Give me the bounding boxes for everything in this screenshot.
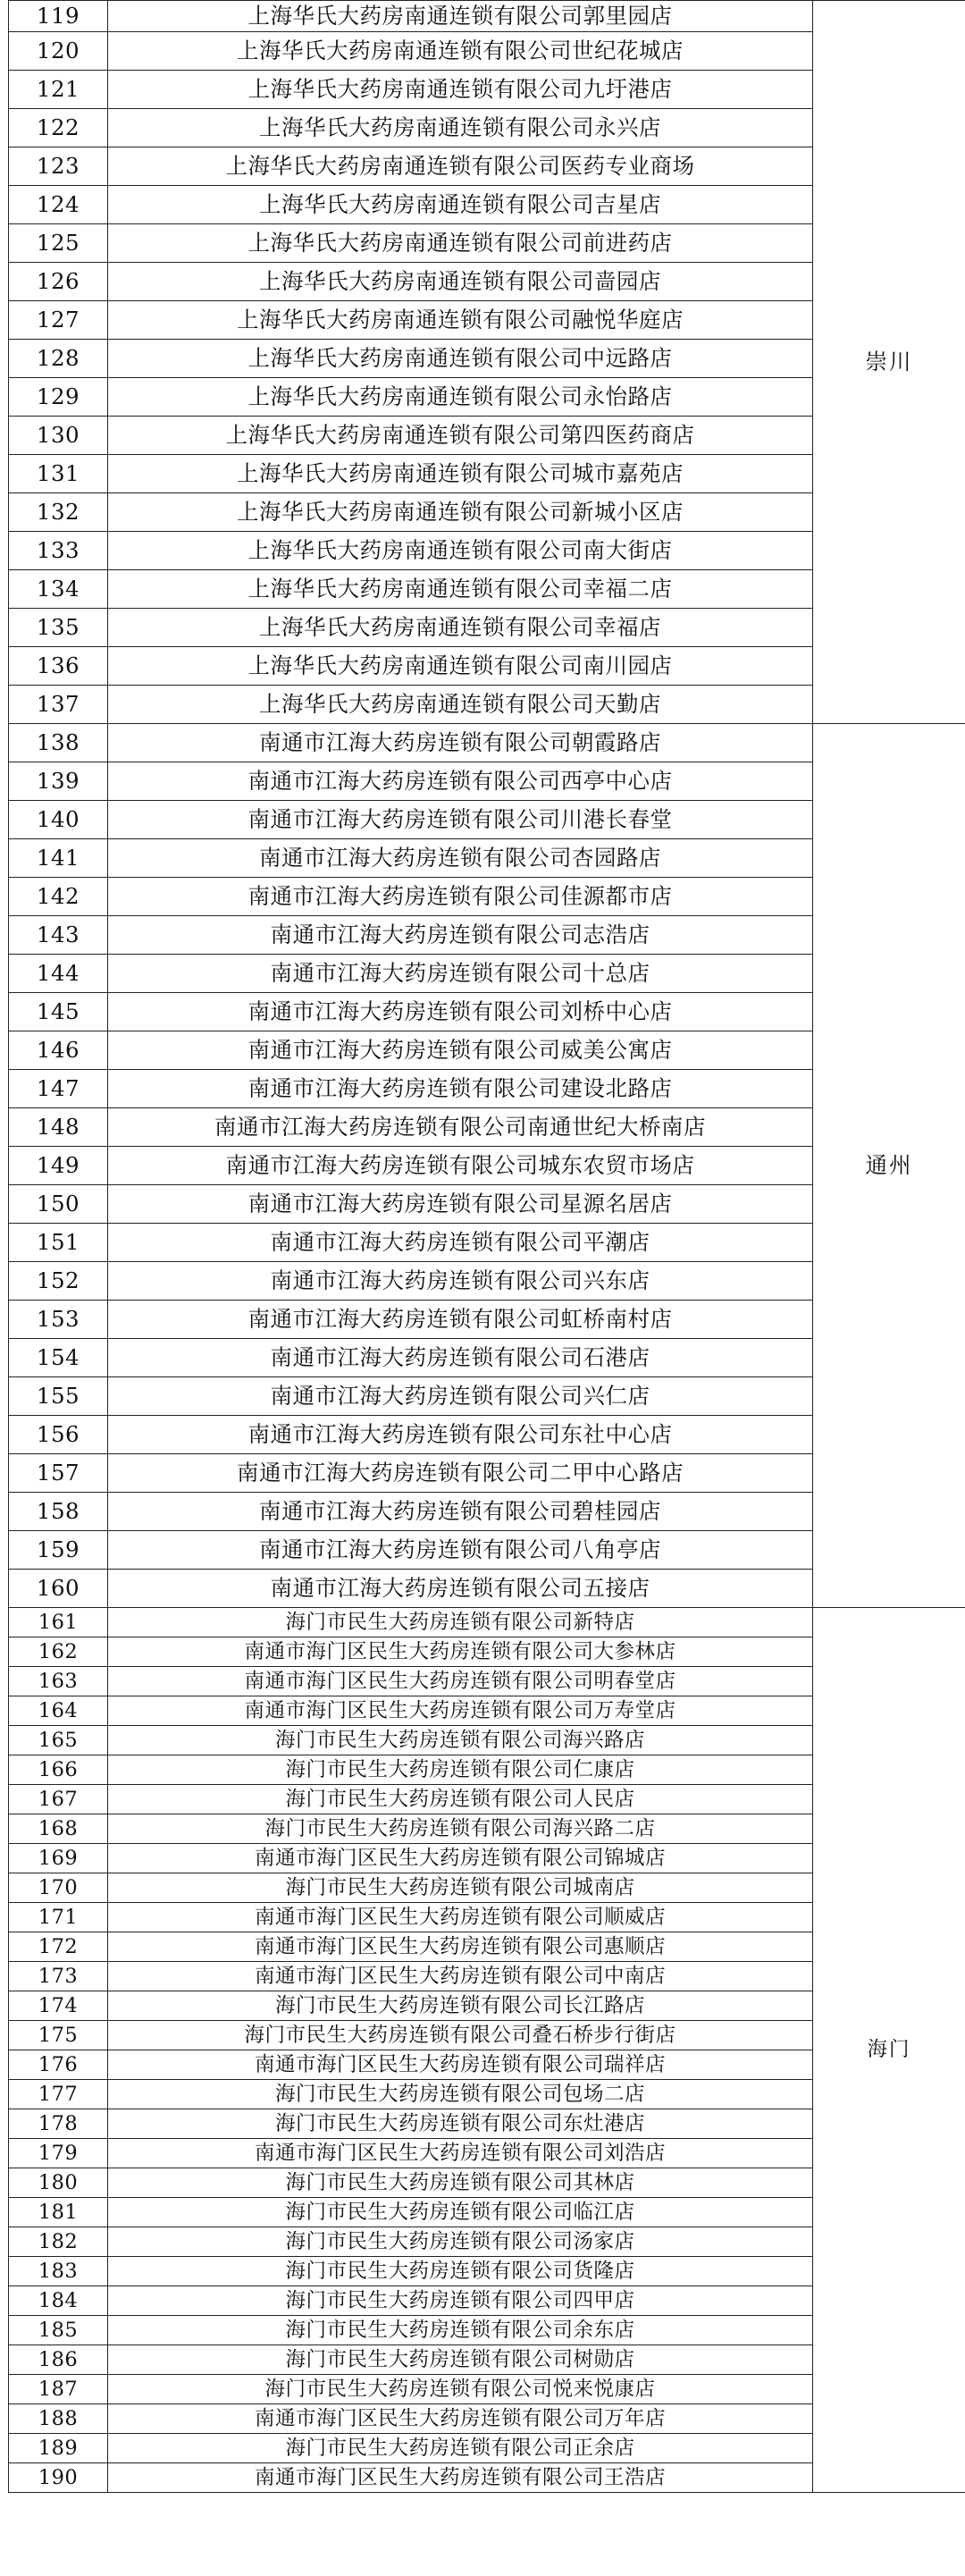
row-number-cell: 177 bbox=[9, 2080, 108, 2109]
row-number-cell: 148 bbox=[9, 1108, 108, 1147]
row-number-cell: 155 bbox=[9, 1377, 108, 1416]
row-number-cell: 174 bbox=[9, 1991, 108, 2021]
table-row bbox=[9, 1608, 965, 1637]
pharmacy-name-cell: 南通市江海大药房连锁有限公司平潮店 bbox=[108, 1224, 813, 1262]
row-number-cell: 165 bbox=[9, 1726, 108, 1755]
pharmacy-name-cell: 海门市民生大药房连锁有限公司树勋店 bbox=[108, 2345, 813, 2375]
pharmacy-name-cell: 上海华氏大药房南通连锁有限公司幸福二店 bbox=[108, 570, 813, 609]
row-number-cell: 185 bbox=[9, 2316, 108, 2345]
row-number-cell: 132 bbox=[9, 493, 108, 532]
pharmacy-name-cell: 南通市江海大药房连锁有限公司八角亭店 bbox=[108, 1531, 813, 1570]
row-number-cell: 156 bbox=[9, 1416, 108, 1454]
row-number-cell: 176 bbox=[9, 2050, 108, 2080]
row-number-cell: 136 bbox=[9, 647, 108, 686]
pharmacy-name-cell: 上海华氏大药房南通连锁有限公司世纪花城店 bbox=[108, 32, 813, 71]
pharmacy-name-cell: 海门市民生大药房连锁有限公司临江店 bbox=[108, 2198, 813, 2227]
row-number-cell: 166 bbox=[9, 1755, 108, 1785]
row-number-cell: 163 bbox=[9, 1667, 108, 1696]
pharmacy-name-cell: 上海华氏大药房南通连锁有限公司吉星店 bbox=[108, 186, 813, 224]
pharmacy-name-cell: 上海华氏大药房南通连锁有限公司郭里园店 bbox=[108, 1, 813, 32]
row-number-cell: 144 bbox=[9, 955, 108, 993]
pharmacy-name-cell: 南通市海门区民生大药房连锁有限公司王浩店 bbox=[108, 2463, 813, 2493]
pharmacy-name-cell: 南通市江海大药房连锁有限公司杏园路店 bbox=[108, 839, 813, 878]
row-number-cell: 183 bbox=[9, 2257, 108, 2286]
pharmacy-name-cell: 南通市江海大药房连锁有限公司刘桥中心店 bbox=[108, 993, 813, 1031]
pharmacy-name-cell: 海门市民生大药房连锁有限公司余东店 bbox=[108, 2316, 813, 2345]
pharmacy-name-cell: 南通市海门区民生大药房连锁有限公司顺威店 bbox=[108, 1903, 813, 1932]
row-number-cell: 145 bbox=[9, 993, 108, 1031]
row-number-cell: 128 bbox=[9, 340, 108, 378]
pharmacy-name-cell: 南通市江海大药房连锁有限公司兴仁店 bbox=[108, 1377, 813, 1416]
pharmacy-name-cell: 南通市海门区民生大药房连锁有限公司明春堂店 bbox=[108, 1667, 813, 1696]
row-number-cell: 131 bbox=[9, 455, 108, 493]
pharmacy-name-cell: 海门市民生大药房连锁有限公司叠石桥步行街店 bbox=[108, 2021, 813, 2050]
row-number-cell: 179 bbox=[9, 2139, 108, 2168]
pharmacy-name-cell: 南通市海门区民生大药房连锁有限公司瑞祥店 bbox=[108, 2050, 813, 2080]
pharmacy-name-cell: 南通市江海大药房连锁有限公司志浩店 bbox=[108, 916, 813, 955]
pharmacy-table-body bbox=[9, 1, 965, 2493]
pharmacy-table bbox=[8, 0, 965, 2493]
row-number-cell: 135 bbox=[9, 609, 108, 647]
row-number-cell: 168 bbox=[9, 1814, 108, 1844]
row-number-cell: 189 bbox=[9, 2434, 108, 2463]
pharmacy-name-cell: 上海华氏大药房南通连锁有限公司九圩港店 bbox=[108, 71, 813, 109]
pharmacy-name-cell: 南通市江海大药房连锁有限公司建设北路店 bbox=[108, 1070, 813, 1108]
row-number-cell: 175 bbox=[9, 2021, 108, 2050]
row-number-cell: 171 bbox=[9, 1903, 108, 1932]
pharmacy-name-cell: 上海华氏大药房南通连锁有限公司前进药店 bbox=[108, 224, 813, 263]
pharmacy-name-cell: 海门市民生大药房连锁有限公司正余店 bbox=[108, 2434, 813, 2463]
row-number-cell: 157 bbox=[9, 1454, 108, 1493]
row-number-cell: 172 bbox=[9, 1932, 108, 1962]
pharmacy-name-cell: 南通市江海大药房连锁有限公司石港店 bbox=[108, 1339, 813, 1377]
pharmacy-name-cell: 上海华氏大药房南通连锁有限公司融悦华庭店 bbox=[108, 301, 813, 340]
row-number-cell: 127 bbox=[9, 301, 108, 340]
pharmacy-name-cell: 南通市江海大药房连锁有限公司虹桥南村店 bbox=[108, 1301, 813, 1339]
pharmacy-name-cell: 海门市民生大药房连锁有限公司其林店 bbox=[108, 2168, 813, 2198]
pharmacy-name-cell: 海门市民生大药房连锁有限公司海兴路二店 bbox=[108, 1814, 813, 1844]
pharmacy-name-cell: 上海华氏大药房南通连锁有限公司城市嘉苑店 bbox=[108, 455, 813, 493]
pharmacy-name-cell: 南通市江海大药房连锁有限公司星源名居店 bbox=[108, 1185, 813, 1224]
row-number-cell: 141 bbox=[9, 839, 108, 878]
pharmacy-name-cell: 南通市江海大药房连锁有限公司南通世纪大桥南店 bbox=[108, 1108, 813, 1147]
row-number-cell: 188 bbox=[9, 2404, 108, 2434]
pharmacy-name-cell: 海门市民生大药房连锁有限公司悦来悦康店 bbox=[108, 2375, 813, 2404]
row-number-cell: 173 bbox=[9, 1962, 108, 1991]
row-number-cell: 146 bbox=[9, 1031, 108, 1070]
row-number-cell: 120 bbox=[9, 32, 108, 71]
row-number-cell: 162 bbox=[9, 1637, 108, 1667]
row-number-cell: 125 bbox=[9, 224, 108, 263]
pharmacy-name-cell: 上海华氏大药房南通连锁有限公司南大街店 bbox=[108, 532, 813, 570]
pharmacy-name-cell: 南通市海门区民生大药房连锁有限公司惠顺店 bbox=[108, 1932, 813, 1962]
pharmacy-name-cell: 南通市江海大药房连锁有限公司碧桂园店 bbox=[108, 1493, 813, 1531]
row-number-cell: 153 bbox=[9, 1301, 108, 1339]
pharmacy-name-cell: 南通市海门区民生大药房连锁有限公司中南店 bbox=[108, 1962, 813, 1991]
table-row bbox=[9, 724, 965, 762]
pharmacy-name-cell: 南通市江海大药房连锁有限公司威美公寓店 bbox=[108, 1031, 813, 1070]
pharmacy-name-cell: 海门市民生大药房连锁有限公司城南店 bbox=[108, 1873, 813, 1903]
row-number-cell: 121 bbox=[9, 71, 108, 109]
pharmacy-name-cell: 海门市民生大药房连锁有限公司货隆店 bbox=[108, 2257, 813, 2286]
pharmacy-name-cell: 海门市民生大药房连锁有限公司四甲店 bbox=[108, 2286, 813, 2316]
row-number-cell: 184 bbox=[9, 2286, 108, 2316]
row-number-cell: 126 bbox=[9, 263, 108, 301]
pharmacy-name-cell: 海门市民生大药房连锁有限公司新特店 bbox=[108, 1608, 813, 1637]
row-number-cell: 169 bbox=[9, 1844, 108, 1873]
pharmacy-name-cell: 海门市民生大药房连锁有限公司东灶港店 bbox=[108, 2109, 813, 2139]
pharmacy-name-cell: 上海华氏大药房南通连锁有限公司幸福店 bbox=[108, 609, 813, 647]
pharmacy-name-cell: 南通市江海大药房连锁有限公司五接店 bbox=[108, 1570, 813, 1608]
row-number-cell: 140 bbox=[9, 801, 108, 839]
pharmacy-name-cell: 上海华氏大药房南通连锁有限公司第四医药商店 bbox=[108, 417, 813, 455]
row-number-cell: 130 bbox=[9, 417, 108, 455]
row-number-cell: 143 bbox=[9, 916, 108, 955]
row-number-cell: 154 bbox=[9, 1339, 108, 1377]
row-number-cell: 160 bbox=[9, 1570, 108, 1608]
row-number-cell: 129 bbox=[9, 378, 108, 417]
pharmacy-name-cell: 上海华氏大药房南通连锁有限公司永兴店 bbox=[108, 109, 813, 147]
row-number-cell: 167 bbox=[9, 1785, 108, 1814]
pharmacy-name-cell: 南通市江海大药房连锁有限公司川港长春堂 bbox=[108, 801, 813, 839]
region-cell: 海门 bbox=[813, 1608, 965, 2493]
row-number-cell: 186 bbox=[9, 2345, 108, 2375]
row-number-cell: 181 bbox=[9, 2198, 108, 2227]
pharmacy-name-cell: 上海华氏大药房南通连锁有限公司南川园店 bbox=[108, 647, 813, 686]
pharmacy-name-cell: 南通市海门区民生大药房连锁有限公司刘浩店 bbox=[108, 2139, 813, 2168]
row-number-cell: 133 bbox=[9, 532, 108, 570]
row-number-cell: 122 bbox=[9, 109, 108, 147]
row-number-cell: 119 bbox=[9, 1, 108, 32]
row-number-cell: 139 bbox=[9, 762, 108, 801]
pharmacy-name-cell: 上海华氏大药房南通连锁有限公司中远路店 bbox=[108, 340, 813, 378]
pharmacy-name-cell: 上海华氏大药房南通连锁有限公司医药专业商场 bbox=[108, 147, 813, 186]
row-number-cell: 149 bbox=[9, 1147, 108, 1185]
pharmacy-name-cell: 海门市民生大药房连锁有限公司海兴路店 bbox=[108, 1726, 813, 1755]
row-number-cell: 138 bbox=[9, 724, 108, 762]
pharmacy-name-cell: 上海华氏大药房南通连锁有限公司新城小区店 bbox=[108, 493, 813, 532]
pharmacy-name-cell: 南通市海门区民生大药房连锁有限公司万年店 bbox=[108, 2404, 813, 2434]
row-number-cell: 187 bbox=[9, 2375, 108, 2404]
pharmacy-name-cell: 南通市江海大药房连锁有限公司十总店 bbox=[108, 955, 813, 993]
pharmacy-name-cell: 南通市江海大药房连锁有限公司朝霞路店 bbox=[108, 724, 813, 762]
pharmacy-name-cell: 海门市民生大药房连锁有限公司汤家店 bbox=[108, 2227, 813, 2257]
row-number-cell: 161 bbox=[9, 1608, 108, 1637]
row-number-cell: 159 bbox=[9, 1531, 108, 1570]
pharmacy-name-cell: 南通市江海大药房连锁有限公司兴东店 bbox=[108, 1262, 813, 1301]
row-number-cell: 124 bbox=[9, 186, 108, 224]
pharmacy-name-cell: 南通市海门区民生大药房连锁有限公司锦城店 bbox=[108, 1844, 813, 1873]
pharmacy-name-cell: 南通市江海大药房连锁有限公司二甲中心路店 bbox=[108, 1454, 813, 1493]
pharmacy-name-cell: 南通市江海大药房连锁有限公司东社中心店 bbox=[108, 1416, 813, 1454]
pharmacy-name-cell: 上海华氏大药房南通连锁有限公司永怡路店 bbox=[108, 378, 813, 417]
pharmacy-name-cell: 上海华氏大药房南通连锁有限公司天勤店 bbox=[108, 686, 813, 724]
row-number-cell: 178 bbox=[9, 2109, 108, 2139]
row-number-cell: 170 bbox=[9, 1873, 108, 1903]
pharmacy-name-cell: 南通市江海大药房连锁有限公司西亭中心店 bbox=[108, 762, 813, 801]
pharmacy-name-cell: 南通市江海大药房连锁有限公司城东农贸市场店 bbox=[108, 1147, 813, 1185]
pharmacy-name-cell: 海门市民生大药房连锁有限公司长江路店 bbox=[108, 1991, 813, 2021]
row-number-cell: 158 bbox=[9, 1493, 108, 1531]
row-number-cell: 123 bbox=[9, 147, 108, 186]
row-number-cell: 134 bbox=[9, 570, 108, 609]
pharmacy-name-cell: 海门市民生大药房连锁有限公司包场二店 bbox=[108, 2080, 813, 2109]
pharmacy-name-cell: 南通市江海大药房连锁有限公司佳源都市店 bbox=[108, 878, 813, 916]
row-number-cell: 150 bbox=[9, 1185, 108, 1224]
pharmacy-name-cell: 南通市海门区民生大药房连锁有限公司大参林店 bbox=[108, 1637, 813, 1667]
pharmacy-name-cell: 海门市民生大药房连锁有限公司人民店 bbox=[108, 1785, 813, 1814]
pharmacy-name-cell: 上海华氏大药房南通连锁有限公司啬园店 bbox=[108, 263, 813, 301]
row-number-cell: 164 bbox=[9, 1696, 108, 1726]
pharmacy-name-cell: 南通市海门区民生大药房连锁有限公司万寿堂店 bbox=[108, 1696, 813, 1726]
row-number-cell: 190 bbox=[9, 2463, 108, 2493]
row-number-cell: 142 bbox=[9, 878, 108, 916]
region-cell: 通州 bbox=[813, 724, 965, 1608]
row-number-cell: 152 bbox=[9, 1262, 108, 1301]
row-number-cell: 151 bbox=[9, 1224, 108, 1262]
region-cell: 崇川 bbox=[813, 1, 965, 724]
pharmacy-name-cell: 海门市民生大药房连锁有限公司仁康店 bbox=[108, 1755, 813, 1785]
row-number-cell: 137 bbox=[9, 686, 108, 724]
row-number-cell: 182 bbox=[9, 2227, 108, 2257]
row-number-cell: 147 bbox=[9, 1070, 108, 1108]
table-row bbox=[9, 1, 965, 32]
row-number-cell: 180 bbox=[9, 2168, 108, 2198]
